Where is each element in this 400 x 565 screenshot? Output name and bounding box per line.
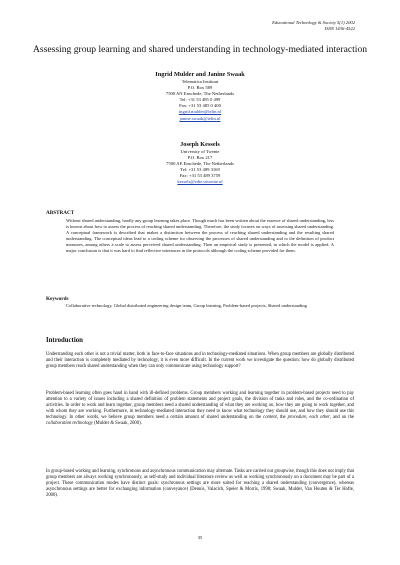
city-2: 7500 AE Enschede, The Netherlands: [166, 161, 234, 167]
p2-text: Problem-based learning often goes hand in hand with ill-defined problems. Group members working and learning together in problem-based projects need to pay attention to a variety of issues including a shared definition of problem statements and project goals, the division of tasks and roles, and the co-ordination of activities. In order to work and learn together, group members need a shared understanding of what they are working on, how they are going to work together, and with whom they are working. Furthermore, in technology-mediated interaction they need to know what technology they should use, and how they should use this technology. In other words, we believe group members need a certain amount of shared understanding on the: [46, 391, 354, 421]
tel-2: Tel: +31 53 489 3169: [180, 167, 220, 173]
p2-emph-content: content: [263, 415, 277, 421]
city-1: 7500 AN Enschede, The Netherlands: [165, 91, 235, 97]
page-number: 35: [197, 535, 203, 540]
abstract-text: Without shared understanding, hardly any group learning takes place. Though much has been written about the essence of shared understanding, less is known about how to assess the process of reaching shared understanding. Therefore, the study focuses on ways of assessing shared understanding. A conceptual framework is described that makes a distinction between the process of reaching shared understanding and the resulting shared understanding. The conceptual ideas lead to a coding scheme for observing the processes of shared understanding and to the definition of product measures, among others a scale to assess perceived shared understanding. Then an empirical study is presented, in which the model is applied. A major conclusion is that it was hard to find reflective utterances in the protocols although the coding scheme provided for them.: [66, 218, 334, 253]
institute-1: Telematica Instituut: [181, 79, 219, 84]
intro-paragraph-2: [46, 391, 354, 427]
affiliation-block-2: [100, 141, 300, 186]
fax-1: Fax: +31 53 485 0 400: [179, 103, 221, 109]
journal-citation: Educational Technology & Society 5(1) 2002: [272, 20, 355, 25]
paper-title: Assessing group learning and shared understanding in technology-mediated interaction: [32, 44, 368, 55]
introduction-heading: Introduction: [46, 337, 83, 344]
author-names-1: Ingrid Mulder and Janine Swaak: [155, 71, 245, 78]
journal-header: [272, 20, 355, 32]
keywords-heading: Keywords: [46, 296, 69, 302]
intro-paragraph-1: Understanding each other is not a trivial matter, both in face-to-face situations and in technology-mediated situations. When group members are globally distributed and their interaction is completely mediated by technology, it is even more difficult. In the current work we investigate the question: how do globally distributed group members reach shared understanding when they can only communicate using technology support?: [46, 352, 354, 370]
po-box-1: P.O. Box 589: [187, 85, 213, 91]
p2-citation: (Mulder & Swaak, 2000).: [92, 421, 142, 427]
p2-sep: ,: [306, 415, 308, 421]
institute-2: University of Twente: [180, 149, 220, 154]
keywords-text: Collaborative technology, Global distributed engineering design team, Group learning, Problem-based projects, Shared understanding: [66, 303, 307, 308]
tel-1: Tel: +31 53 485 0 499: [179, 97, 221, 103]
intro-paragraph-3: In group-based working and learning, synchronous and asynchronous communication may alternate. Tasks are carried out groupwise, though this does not imply that group members are always working synchronously, as self-study and individual literature review as well as working synchronously on a document may be part of a project. These communication modes have distinct goals: synchronous settings are more suited for reaching a shared understanding (convergence), whereas asynchronous settings are better for exchanging information (conveyance) (Dennis, Valacich, Speier & Morris, 1998; Swaak, Mulder, Van Houten & Ter Hofte, 2000).: [46, 469, 354, 499]
p2-emph-each-other: each other: [309, 415, 330, 421]
p2-sep: , and on the: [329, 415, 354, 421]
affiliation-block-1: [100, 71, 300, 122]
p2-emph-procedure: procedure: [287, 415, 307, 421]
journal-issn: ISSN 1436-4522: [324, 26, 355, 32]
email-link-swaak[interactable]: janine.swaak@telin.nl: [179, 115, 221, 121]
p2-emph-technology: collaboration technology: [46, 421, 93, 427]
email-link-mulder[interactable]: ingrid.mulder@telin.nl: [178, 109, 222, 115]
po-box-2: P.O. Box 217: [187, 155, 213, 161]
abstract-heading: ABSTRACT: [46, 210, 75, 216]
p2-sep: , the: [276, 415, 286, 421]
author-names-2: Joseph Kessels: [180, 141, 220, 148]
fax-2: Fax: +31 53 489 3759: [179, 173, 221, 179]
email-link-kessels[interactable]: kessels@edte.utwente.nl: [177, 179, 223, 185]
